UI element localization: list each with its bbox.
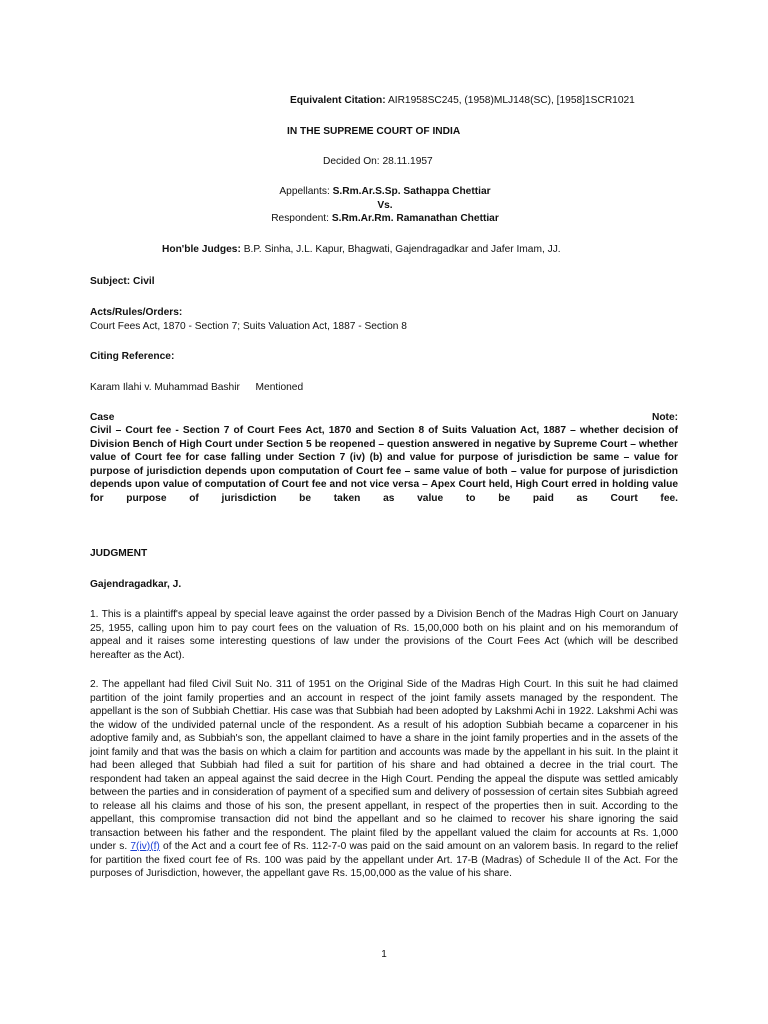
paragraph-2-text-a: 2. The appellant had filed Civil Suit No. 311 of 1951 on the Original Side of the Madras High Court. In this suit he had claimed partition of the joint family properties and an account in respect of the joint family assets managed by the respondent. The appellant is the son of Subbiah Chettiar. His case was that Subbiah had been adopted by Lakshmi Achi in 1922. Lakshmi Achi was the widow of the undivided paternal uncle of the respondent. As a result of his adoption Subbiah became a coparcener in his adoptive family and, as Subbiah's son, the appellant claimed to have a share in the joint family properties and in the assets of the joint family and that was the basis on which a claim for partition and accounts was made by the appellant in his suit. In the plaint it had been alleged that Subbiah had filed a suit for partition of his share and had obtained a decree in the trial court. The respondent had taken an appeal against the said decree in the High Court. Pending the appeal the dispute was settled amicably between the parties and in consideration of payment of a specified sum and delivery of possession of certain sites Subbiah agreed to release all his claims and those of his son, the present appellant, in respect of the properties then in suit. According to the appellant, this compromise transaction did not bind the appellant and so he claimed to recover his share ignoring the said transaction between his father and the respondent. The plaint filed by the appellant valued the claim for accounts at Rs. 1,000 under s. [90,679,678,852]
respondent-value: S.Rm.Ar.Rm. Ramanathan Chettiar [331,213,499,224]
citing-heading: Citing Reference: [90,351,175,362]
appellants-line [200,185,570,199]
acts-heading: Acts/Rules/Orders: [90,307,183,318]
judges-line [162,243,561,257]
decided-on: Decided On: 28.11.1957 [323,156,433,167]
respondent-line [200,212,570,226]
case-note-case-word: Case [90,412,115,423]
citation-label: Equivalent Citation: [290,95,386,106]
appellants-label: Appellants: [279,186,330,197]
citation-value: AIR1958SC245, (1958)MLJ148(SC), [1958]1SCR1021 [387,95,635,106]
versus: Vs. [377,200,393,211]
respondent-label: Respondent: [271,213,329,224]
paragraph-2 [90,678,678,881]
case-note-text: Civil – Court fee - Section 7 of Court Fees Act, 1870 and Section 8 of Suits Valuation Act, 1887 – whether decision of Division Bench of High Court under Section 5 be reopened – question answered in negative by Supreme Court – whether value of Court fee for case falling under Section 7 (iv) (b) and value for purpose of jurisdiction be same – value for purpose of jurisdiction depends upon computation of Court fee – same value of both – value for purpose of jurisdiction depends upon value of computation of Court fee and not vice versa – Apex Court held, High Court erred in holding value for purpose of jurisdiction be taken as value to be paid as Court fee. [90,425,678,504]
judges-label: Hon'ble Judges: [162,244,241,255]
court-name: IN THE SUPREME COURT OF INDIA [287,126,461,137]
judges-value: B.P. Sinha, J.L. Kapur, Bhagwati, Gajendragadkar and Jafer Imam, JJ. [243,244,561,255]
judgment-author: Gajendragadkar, J. [90,579,182,590]
section-link[interactable]: 7(iv)(f) [130,841,160,852]
case-note-note-word: Note: [651,412,678,423]
citing-row [90,381,303,395]
paragraph-1: 1. This is a plaintiff's appeal by special leave against the order passed by a Division Bench of the Madras High Court on January 25, 1955, calling upon him to pay court fees on the valuation of Rs. 15,00,000 both on his plaint and on his memorandum of appeal and it raises some interesting questions of law under the provisions of the Court Fees Act (which will be described hereafter as the Act). [90,609,678,661]
subject: Subject: Civil [90,276,155,287]
acts-value: Court Fees Act, 1870 - Section 7; Suits Valuation Act, 1887 - Section 8 [90,321,407,332]
paragraph-2-text-b: of the Act and a court fee of Rs. 112-7-0 was paid on the said amount on an valorem basis. In regard to the relief for partition the fixed court fee of Rs. 100 was paid by the appellant under Art. 17-B (Madras) of Schedule II of the Act. For the purposes of Jurisdiction, however, the appellant gave Rs. 15,00,000 as the value of his share. [90,841,678,879]
citing-case: Karam Ilahi v. Muhammad Bashir [90,382,240,393]
citing-status: Mentioned [255,382,304,393]
page-number: 1 [381,949,387,960]
appellants-value: S.Rm.Ar.S.Sp. Sathappa Chettiar [332,186,491,197]
equivalent-citation [290,94,690,108]
judgment-heading: JUDGMENT [90,548,148,559]
case-note-header [90,411,678,425]
